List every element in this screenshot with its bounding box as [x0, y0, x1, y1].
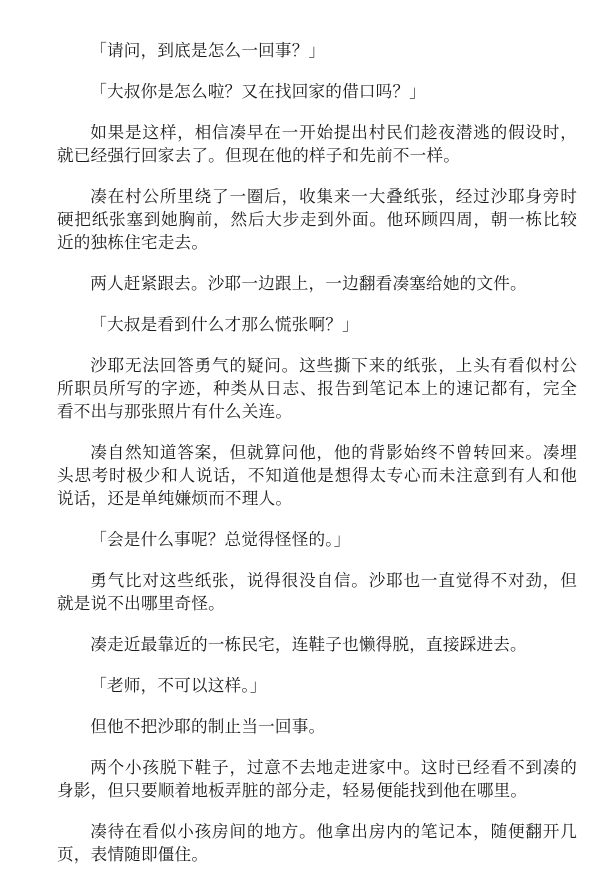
narrative-paragraph: 沙耶无法回答勇气的疑问。这些撕下来的纸张，上头有看似村公所职员所写的字迹，种类从日志、报告到笔记本上的速记都有，完全看不出与那张照片有什么关连。 — [57, 356, 577, 421]
narrative-paragraph: 凑自然知道答案，但就算问他，他的背影始终不曾转回来。凑埋头思考时极少和人说话，不知道他是想得太专心而未注意到有人和他说话，还是单纯嫌烦而不理人。 — [57, 443, 577, 508]
narrative-paragraph: 凑走近最靠近的一栋民宅，连鞋子也懒得脱，直接踩进去。 — [90, 635, 527, 654]
narrative-paragraph: 两人赶紧跟去。沙耶一边跟上，一边翻看凑塞给她的文件。 — [90, 274, 527, 293]
narrative-paragraph: 如果是这样，相信凑早在一开始提出村民们趁夜潜逃的假设时，就已经强行回家去了。但现在他的样子和先前不一样。 — [57, 123, 577, 165]
dialogue-line: 「会是什么事呢？总觉得怪怪的。」 — [90, 530, 351, 549]
dialogue-line: 「大叔是看到什么才那么慌张啊？」 — [90, 315, 359, 334]
narrative-paragraph: 勇气比对这些纸张，说得很没自信。沙耶也一直觉得不对劲，但就是说不出哪里奇怪。 — [57, 571, 577, 613]
dialogue-line: 「请问，到底是怎么一回事？」 — [90, 41, 326, 60]
dialogue-line: 「大叔你是怎么啦？又在找回家的借口吗？」 — [90, 82, 427, 101]
dialogue-line: 「老师，不可以这样。」 — [90, 676, 267, 695]
narrative-paragraph: 凑在村公所里绕了一圈后，收集来一大叠纸张，经过沙耶身旁时硬把纸张塞到她胸前，然后大步走到外面。他环顾四周，朝一栋比较近的独栋住宅走去。 — [57, 187, 577, 252]
narrative-paragraph: 凑待在看似小孩房间的地方。他拿出房内的笔记本，随便翻开几页，表情随即僵住。 — [57, 822, 577, 864]
book-page — [57, 39, 577, 884]
narrative-paragraph: 两个小孩脱下鞋子，过意不去地走进家中。这时已经看不到凑的身影，但只要顺着地板弄脏的部分走，轻易便能找到他在哪里。 — [57, 758, 577, 800]
narrative-paragraph: 但他不把沙耶的制止当一回事。 — [90, 717, 326, 736]
